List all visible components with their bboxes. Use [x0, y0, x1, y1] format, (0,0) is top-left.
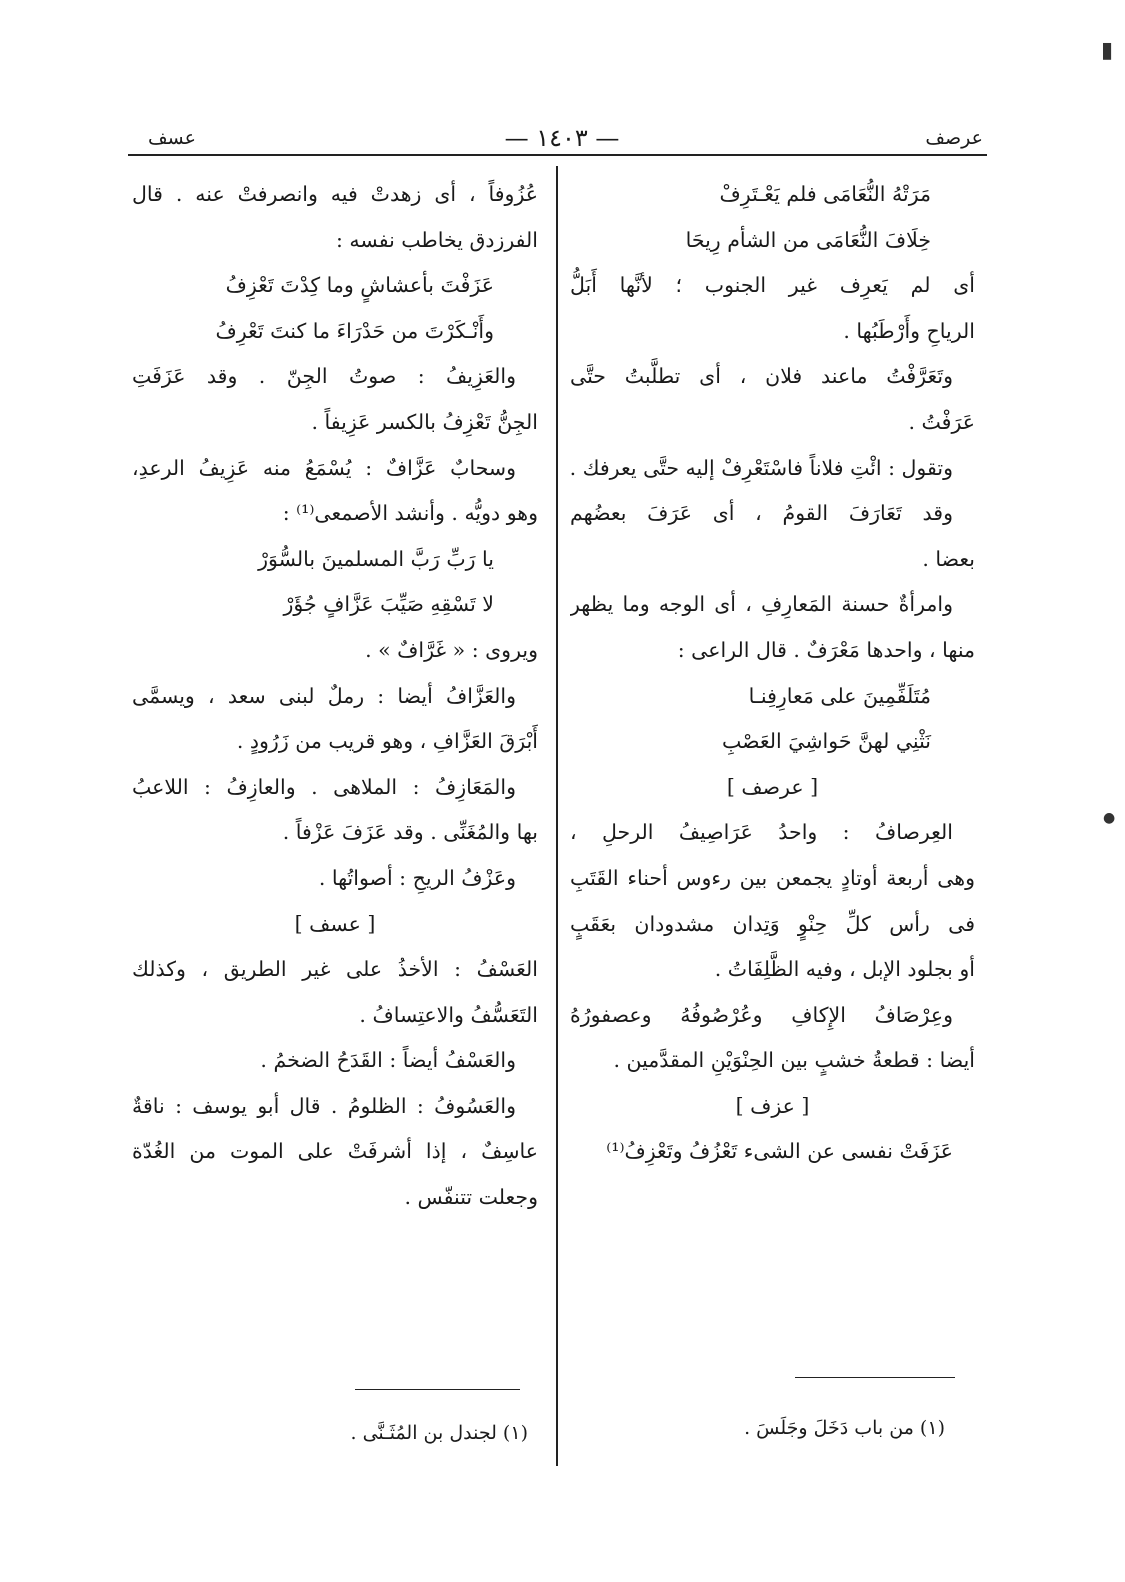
- right-column-line: وامرأةٌ حسنة المَعارِفِ ، أى الوجه وما يظهر: [570, 592, 953, 617]
- left-column-line: الفرزدق يخاطب نفسه :: [336, 227, 538, 252]
- left-column-line: وجعلت تتنفّس .: [404, 1185, 538, 1210]
- right-column-line: نَثْنِي لهنَّ حَواشِيَ العَصْبِ: [722, 729, 931, 754]
- left-column-line: [ عسف ]: [294, 911, 376, 936]
- left-column-line: عاسِفٌ ، إذا أشرفَتْ على الموت من الغُدّة: [132, 1139, 538, 1164]
- footnote-right: (١) من باب دَخَلَ وجَلَسَ .: [744, 1417, 945, 1439]
- left-column-line: وأَنْـكَرْتَ من حَدْرَاءَ ما كنتَ تَعْرِفُ: [215, 318, 494, 343]
- right-column-line: أيضا : قطعةُ خشبٍ بين الحِنْوَيْنِ المقدَّمين .: [613, 1048, 975, 1073]
- right-column-line: أى لم يَعرِف غير الجنوب ؛ لأنَّها أَبَلُّ: [570, 273, 975, 298]
- right-column-line: العِرصافُ : واحدُ عَرَاصِيفُ الرحلِ ،: [570, 820, 953, 845]
- left-column-line: التَعَسُّفُ والاعتِسافُ .: [359, 1002, 538, 1027]
- margin-mark: ▮: [1101, 38, 1114, 63]
- page-number: — ١٤٠٣ —: [504, 124, 620, 152]
- right-column-line: وتقول : ائْتِ فلاناً فاسْتَعْرِفْ إليه حتَّى يعرفك .: [570, 455, 953, 480]
- right-column-line: مُتَلَفِّمِينَ على مَعارِفِنـا: [748, 683, 931, 708]
- right-column-line: وعِرْصَافُ الإِكافِ وعُرْصُوفُهُ وعصفورُهُ: [570, 1002, 953, 1027]
- running-head-right: عرصف: [925, 127, 983, 149]
- left-column-line: الجِنُّ تَعْزِفُ بالكسر عَزِيفاً .: [311, 409, 538, 434]
- footnote-rule-right: [795, 1377, 955, 1378]
- right-column: [570, 172, 975, 1175]
- column-divider: [556, 166, 558, 1466]
- left-column-line: بها والمُغَنِّى . وقد عَزَفَ عَزْفاً .: [282, 820, 538, 845]
- right-column-line: منها ، واحدها مَعْرَفٌ . قال الراعى :: [677, 637, 975, 662]
- running-head-left: عسف: [148, 127, 196, 149]
- left-column-line: وهو دويُّه . وأنشد الأصمعى⁽¹⁾ :: [282, 501, 538, 526]
- footnote-rule-left: [355, 1389, 520, 1390]
- left-column-line: وسحابٌ عَزَّافٌ : يُسْمَعُ منه عَزِيفُ الرعدِ،: [132, 455, 516, 480]
- left-column-line: يا رَبِّ رَبَّ المسلمينَ بالسُّوَرْ: [258, 546, 494, 571]
- right-column-line: وتَعَرَّفْتُ ماعند فلان ، أى تطلَّبتُ حتَّى: [570, 364, 953, 389]
- left-column-line: والمَعَازِفُ : الملاهى . والعازِفُ : اللاعبُ: [132, 774, 516, 799]
- left-column-line: والعَسُوفُ : الظلومُ . قال أبو يوسف : ناقةٌ: [132, 1093, 516, 1118]
- right-column-line: عَزَفَتْ نفسى عن الشىء تَعْزُفُ وتَعْزِفُ⁽¹⁾: [606, 1139, 953, 1164]
- right-column-line: وقد تَعَارَفَ القومُ ، أى عَرَفَ بعضُهم: [570, 501, 953, 526]
- header-rule: [128, 154, 987, 156]
- right-column-line: فى رأس كلِّ حِنْوٍ وَتِدان مشدودان بعَقَبٍ: [570, 911, 975, 936]
- left-column-line: لا تَسْقِهِ صَيِّبَ عَزَّافٍ جُؤَرْ: [283, 592, 494, 617]
- left-column: [132, 172, 538, 1221]
- right-column-line: [ عزف ]: [735, 1093, 810, 1118]
- left-column-line: ويروى : « غَرَّافٌ » .: [365, 637, 538, 662]
- right-column-line: مَرَتْهُ النُّعَامَى فلم يَعْـتَرِفْ: [719, 182, 931, 206]
- right-column-line: بعضا .: [922, 546, 975, 571]
- left-column-line: العَسْفُ : الأخذُ على غير الطريق ، وكذلك: [132, 957, 538, 982]
- margin-mark: ●: [1103, 810, 1116, 826]
- left-column-line: والعَزِيفُ : صوتُ الجِنّ . وقد عَزَفَتِ: [132, 364, 516, 389]
- right-column-line: خِلَافَ النُّعَامَى من الشأم رِيحَا: [685, 227, 931, 252]
- left-column-line: والعَزَّافُ أيضا : رملٌ لبنى سعد ، ويسمَّى: [132, 683, 516, 708]
- right-column-line: وهى أربعة أوتادٍ يجمعن بين رءوس أحناء القَتَبِ: [570, 865, 975, 890]
- right-column-line: [ عرصف ]: [726, 774, 819, 799]
- left-column-line: وعَزْفُ الريحِ : أصواتُها .: [318, 865, 516, 890]
- left-column-line: أَبْرَقَ العَزَّافِ ، وهو قريب من زَرُودٍ .: [236, 729, 538, 754]
- right-column-line: الرياحِ وأَرْطَبُها .: [843, 318, 975, 343]
- footnote-left: (١) لجندل بن المُثَـنَّى .: [350, 1422, 528, 1444]
- right-column-line: أو بجلود الإبل ، وفيه الظَّلِفَاتُ .: [714, 957, 975, 982]
- left-column-line: والعَسْفُ أيضاً : القَدَحُ الضخمُ .: [260, 1048, 516, 1073]
- right-column-line: عَرَفْتُ .: [908, 409, 975, 434]
- left-column-line: عَزَفْتَ بأعشاشٍ وما كِدْتَ تَعْزِفُ: [225, 273, 494, 298]
- left-column-line: عُزُوفاً ، أى زهدتْ فيه وانصرفتْ عنه . قال: [132, 182, 538, 206]
